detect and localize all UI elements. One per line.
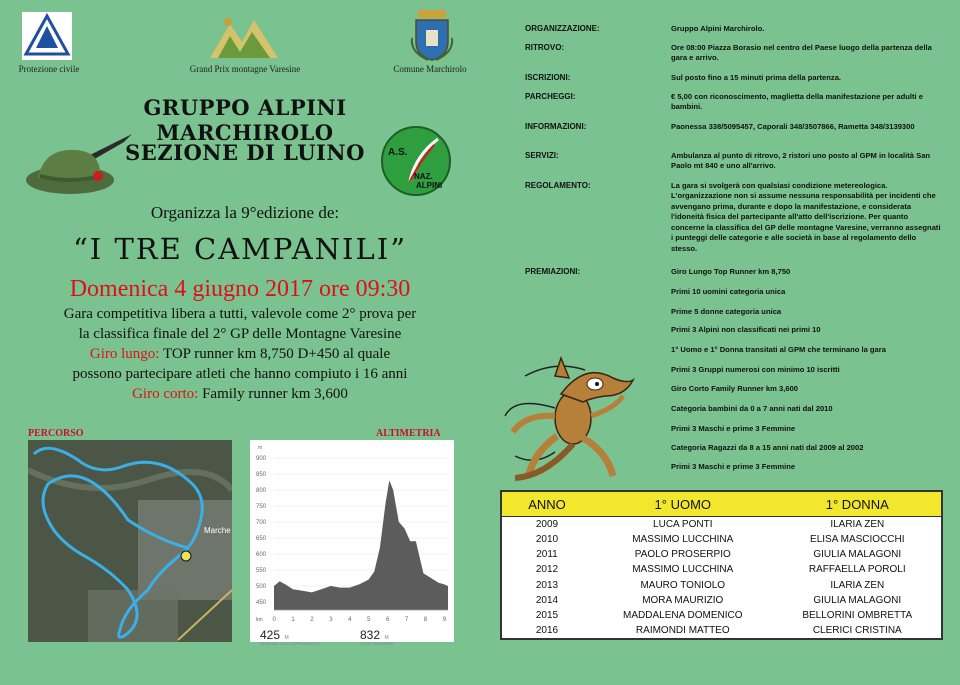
giro-lungo-text: TOP runner km 8,750 D+450 al quale bbox=[159, 346, 391, 362]
dislivello-value: 425 bbox=[260, 628, 281, 642]
winner-woman: CLERICI CRISTINA bbox=[812, 624, 902, 636]
dislivello-stat bbox=[260, 626, 350, 646]
y-tick-label: 650 bbox=[256, 536, 267, 542]
premiazione-item: Categoria bambini da 0 a 7 anni nati dal 2010 bbox=[671, 404, 833, 413]
winner-man: PAOLO PROSERPIO bbox=[634, 549, 731, 561]
y-tick-label: 850 bbox=[256, 472, 267, 478]
altit-value: 832 bbox=[360, 628, 381, 642]
winner-man: LUCA PONTI bbox=[653, 519, 713, 531]
description-line4: possono partecipare atleti che hanno compiuto i 16 anni bbox=[72, 366, 408, 382]
x-tick-label: 1 bbox=[291, 617, 295, 623]
y-tick-label: 450 bbox=[256, 600, 267, 606]
description-line1: Gara competitiva libera a tutti, valevole come 2° prova per bbox=[63, 306, 417, 322]
premiazioni-label: PREMIAZIONI: bbox=[525, 267, 581, 276]
winner-year: 2011 bbox=[536, 549, 558, 561]
grand-prix-logo bbox=[208, 12, 280, 62]
svg-text:NAZ.: NAZ. bbox=[414, 172, 433, 181]
winners-row bbox=[501, 593, 942, 608]
info-label: ISCRIZIONI: bbox=[525, 73, 571, 82]
premiazione-item: 1° Uomo e 1° Donna transitati al GPM che terminano la gara bbox=[671, 345, 886, 354]
grand-prix-caption: Grand Prix montagne Varesine bbox=[189, 64, 301, 74]
winners-row bbox=[501, 608, 942, 623]
winner-man: MADDALENA DOMENICO bbox=[623, 609, 743, 621]
info-label: INFORMAZIONI: bbox=[525, 122, 587, 131]
y-tick-label: 750 bbox=[256, 504, 267, 510]
winner-year: 2016 bbox=[535, 624, 559, 636]
winner-year: 2014 bbox=[535, 594, 559, 606]
info-value: Gruppo Alpini Marchirolo. bbox=[671, 23, 765, 33]
premiazione-item: Primi 3 Maschi e prime 3 Femmine bbox=[671, 424, 796, 433]
winner-year: 2010 bbox=[535, 534, 559, 546]
winners-header-row bbox=[501, 491, 942, 517]
premiazione-item: Prime 5 donne categoria unica bbox=[671, 307, 782, 316]
percorso-map bbox=[28, 440, 232, 642]
winner-woman: ILARIA ZEN bbox=[830, 519, 885, 531]
altimetria-chart bbox=[250, 440, 454, 642]
org-title-line1: GRUPPO ALPINI MARCHIROLO bbox=[143, 95, 347, 145]
info-label: PARCHEGGI: bbox=[525, 92, 576, 101]
percorso-title: PERCORSO bbox=[28, 428, 84, 439]
winner-man: RAIMONDI MATTEO bbox=[635, 624, 730, 636]
y-tick-label: 500 bbox=[256, 584, 267, 590]
altit-massima-stat bbox=[360, 626, 450, 646]
winner-man: MORA MAURIZIO bbox=[642, 594, 724, 606]
comune-caption: Comune Marchirolo bbox=[393, 64, 467, 74]
x-tick-label: 6 bbox=[385, 617, 390, 623]
description-line2: la classifica finale del 2° GP delle Montagne Varesine bbox=[78, 326, 402, 342]
winners-table bbox=[500, 490, 943, 640]
header-prima-donna: 1° DONNA bbox=[774, 491, 942, 517]
altit-label: ALTIT. MASSIMA bbox=[360, 641, 395, 646]
altimetria-panel bbox=[250, 440, 454, 646]
premiazione-item: Primi 10 uomini categoria unica bbox=[671, 287, 786, 296]
info-value: Paonessa 338/5095457, Caporali 348/3507866, Rametta 348/3139300 bbox=[671, 121, 915, 131]
organizza-text: Organizza la 9°edizione de: bbox=[150, 203, 340, 222]
winner-woman: GIULIA MALAGONI bbox=[813, 549, 902, 561]
header-anno: ANNO bbox=[501, 491, 592, 517]
header-primo-uomo: 1° UOMO bbox=[592, 491, 774, 517]
info-value: € 5,00 con riconoscimento, maglietta della manifestazione per adulti e bambini. bbox=[671, 91, 923, 111]
protezione-civile-caption: Protezione civile bbox=[18, 64, 80, 74]
x-tick-label: 8 bbox=[423, 617, 428, 623]
x-tick-label: 5 bbox=[367, 617, 371, 623]
premiazione-item: Primi 3 Maschi e prime 3 Femmine bbox=[671, 462, 796, 471]
winner-woman: GIULIA MALAGONI bbox=[813, 594, 902, 606]
info-label: RITROVO: bbox=[525, 43, 565, 52]
protezione-civile-logo bbox=[22, 12, 72, 60]
svg-text:ALPINI: ALPINI bbox=[416, 181, 443, 190]
description-giro-lungo bbox=[10, 344, 470, 364]
x-tick-label: 9 bbox=[442, 617, 447, 623]
y-tick-label: 600 bbox=[256, 552, 267, 558]
org-title-line2: SEZIONE DI LUINO bbox=[125, 140, 365, 165]
winners-row bbox=[501, 577, 942, 592]
description-giro-corto bbox=[10, 384, 470, 404]
altit-unit: M bbox=[384, 635, 389, 641]
giro-lungo-label: Giro lungo: bbox=[89, 346, 160, 362]
x-tick-label: 0 bbox=[272, 617, 276, 623]
winners-row bbox=[501, 547, 942, 562]
dislivello-label: DISLIVELLO COMPLESSIVO bbox=[260, 641, 320, 646]
winner-man: MASSIMO LUCCHINA bbox=[632, 564, 734, 576]
info-label: ORGANIZZAZIONE: bbox=[525, 24, 600, 33]
altimetria-title: ALTIMETRIA bbox=[376, 428, 441, 439]
info-value: Ore 08:00 Piazza Borasio nel centro del Paese luogo della partenza della gara e arrivo. bbox=[671, 42, 932, 62]
elevation-area bbox=[274, 480, 448, 610]
giro-corto-text: Family runner km 3,600 bbox=[198, 386, 348, 402]
winners-row bbox=[501, 517, 942, 533]
y-unit-label: m bbox=[258, 445, 263, 451]
y-tick-label: 700 bbox=[256, 520, 267, 526]
premiazione-item: Categoria Ragazzi da 8 a 15 anni nati dal 2009 al 2002 bbox=[671, 443, 864, 452]
event-date: Domenica 4 giugno 2017 ore 09:30 bbox=[69, 276, 411, 302]
event-title: “I TRE CAMPANILI” bbox=[72, 232, 408, 266]
info-value: La gara si svolgerà con qualsiasi condizione metereologica. L'organizzazione non si assume nessuna responsabilità per incidenti che avvengano prima, durante e dopo la manifestazione, e considerata l'idoneità fisica del partecipante all'atto dell'iscrizione. Per quanto concerne la classifica del GP delle montagne Varesine, verranno assegnati i punteggi delle categorie e alle società in base al regolamento dello stesso. bbox=[671, 180, 941, 253]
winner-year: 2009 bbox=[535, 519, 559, 531]
premiazione-item: Giro Corto Family Runner km 3,600 bbox=[671, 384, 799, 393]
winner-year: 2012 bbox=[535, 564, 559, 576]
x-tick-label: 7 bbox=[404, 617, 409, 623]
x-tick-label: 3 bbox=[329, 617, 333, 623]
comune-marchirolo-logo bbox=[408, 8, 456, 62]
x-tick-label: 4 bbox=[348, 617, 352, 623]
x-tick-label: 2 bbox=[310, 617, 314, 623]
winner-year: 2015 bbox=[535, 609, 559, 621]
winner-woman: RAFFAELLA POROLI bbox=[808, 564, 906, 576]
y-tick-label: 900 bbox=[256, 456, 267, 462]
premiazione-item: Primi 3 Gruppi numerosi con minimo 10 iscritti bbox=[671, 365, 840, 374]
x-unit-label: km bbox=[256, 617, 263, 623]
winners-row bbox=[501, 532, 942, 547]
giro-corto-label: Giro corto: bbox=[132, 386, 199, 402]
svg-text:A.S.: A.S. bbox=[388, 147, 408, 158]
winners-row bbox=[501, 623, 942, 639]
premiazione-item: Primi 3 Alpini non classificati nei primi 10 bbox=[671, 325, 821, 334]
winner-man: MASSIMO LUCCHINA bbox=[632, 534, 734, 546]
premiazione-item: Giro Lungo Top Runner km 8,750 bbox=[671, 267, 791, 276]
info-value: Ambulanza al punto di ritrovo, 2 ristori uno posto al GPM in località San Paolo mt 840 e uno all'arrivo. bbox=[671, 150, 931, 170]
winner-year: 2013 bbox=[535, 579, 559, 591]
y-tick-label: 800 bbox=[256, 488, 267, 494]
y-tick-label: 550 bbox=[256, 568, 267, 574]
winner-woman: BELLORINI OMBRETTA bbox=[802, 609, 913, 621]
info-value: Sul posto fino a 15 minuti prima della partenza. bbox=[671, 72, 842, 82]
winner-woman: ILARIA ZEN bbox=[830, 579, 885, 591]
winner-man: MAURO TONIOLO bbox=[640, 579, 726, 591]
dislivello-unit: M bbox=[284, 635, 289, 641]
info-label: SERVIZI: bbox=[525, 151, 559, 160]
map-place-label: Marche bbox=[204, 526, 231, 535]
winner-woman: ELISA MASCIOCCHI bbox=[810, 534, 905, 546]
coyote-illustration bbox=[495, 356, 645, 486]
winners-row bbox=[501, 562, 942, 577]
info-label: REGOLAMENTO: bbox=[525, 181, 591, 190]
